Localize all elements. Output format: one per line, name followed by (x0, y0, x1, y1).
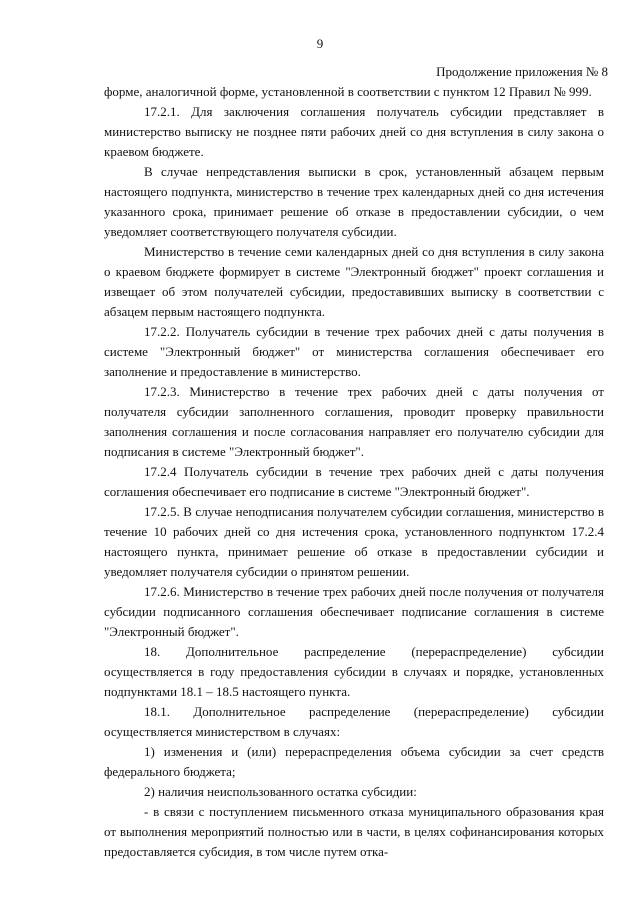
paragraph: 17.2.4 Получатель субсидии в течение трех рабочих дней с даты получения соглашения обеспечивает его подписание в системе "Электронный бюджет". (104, 464, 604, 499)
paragraph: 17.2.1. Для заключения соглашения получатель субсидии представляет в министерство выписку не позднее пяти рабочих дней со дня вступления в силу закона о краевом бюджете. (104, 104, 604, 159)
page-number: 9 (316, 36, 324, 51)
paragraph: Министерство в течение семи календарных дней со дня вступления в силу закона о краевом бюджете формирует в системе "Электронный бюджет" проект соглашения и извещает об этом получателей субсидии, предоставивших выписку в соответствии с абзацем первым настоящего подпункта. (104, 244, 604, 319)
paragraph: 2) наличия неиспользованного остатка субсидии: (144, 784, 417, 799)
paragraph: 17.2.2. Получатель субсидии в течение трех рабочих дней с даты получения в системе "Электронный бюджет" от министерства соглашения обеспечивает его заполнение и предоставление в министерство. (104, 324, 604, 379)
paragraph: 17.2.5. В случае неподписания получателем субсидии соглашения, министерство в течение 10 рабочих дней со дня истечения срока, установленного подпунктом 17.2.4 настоящего пункта, принимает решение об отказе в предоставлении субсидии и уведомляет получателя субсидии о принятом решении. (104, 504, 604, 579)
paragraph: - в связи с поступлением письменного отказа муниципального образования края от выполнения мероприятий полностью или в части, в целях софинансирования которых предоставляется субсидия, в том числе путем отка- (104, 804, 604, 859)
paragraph: 18.1. Дополнительное распределение (перераспределение) субсидии осуществляется министерством в случаях: (104, 704, 604, 739)
paragraph: В случае непредставления выписки в срок, установленный абзацем первым настоящего подпункта, министерство в течение трех календарных дней со дня истечения указанного срока, принимает решение об отказе в предоставлении субсидии, о чем уведомляет соответствующего получателя субсидии. (104, 164, 604, 239)
paragraph: 17.2.6. Министерство в течение трех рабочих дней после получения от получателя субсидии подписанного соглашения обеспечивает подписание соглашения в системе "Электронный бюджет". (104, 584, 604, 639)
paragraph: форме, аналогичной форме, установленной в соответствии с пунктом 12 Правил № 999. (104, 84, 592, 99)
document-body (104, 82, 604, 862)
paragraph: 18. Дополнительное распределение (перераспределение) субсидии осуществляется в году предоставления субсидии в случаях и порядке, установленных подпунктами 18.1 – 18.5 настоящего пункта. (104, 644, 604, 699)
paragraph: 1) изменения и (или) перераспределения объема субсидии за счет средств федерального бюджета; (104, 744, 604, 779)
paragraph: 17.2.3. Министерство в течение трех рабочих дней с даты получения от получателя субсидии заполненного соглашения, проводит проверку правильности заполнения соглашения и после согласования направляет его получателю субсидии для подписания в системе "Электронный бюджет". (104, 384, 604, 459)
appendix-continuation-label: Продолжение приложения № 8 (436, 64, 608, 79)
